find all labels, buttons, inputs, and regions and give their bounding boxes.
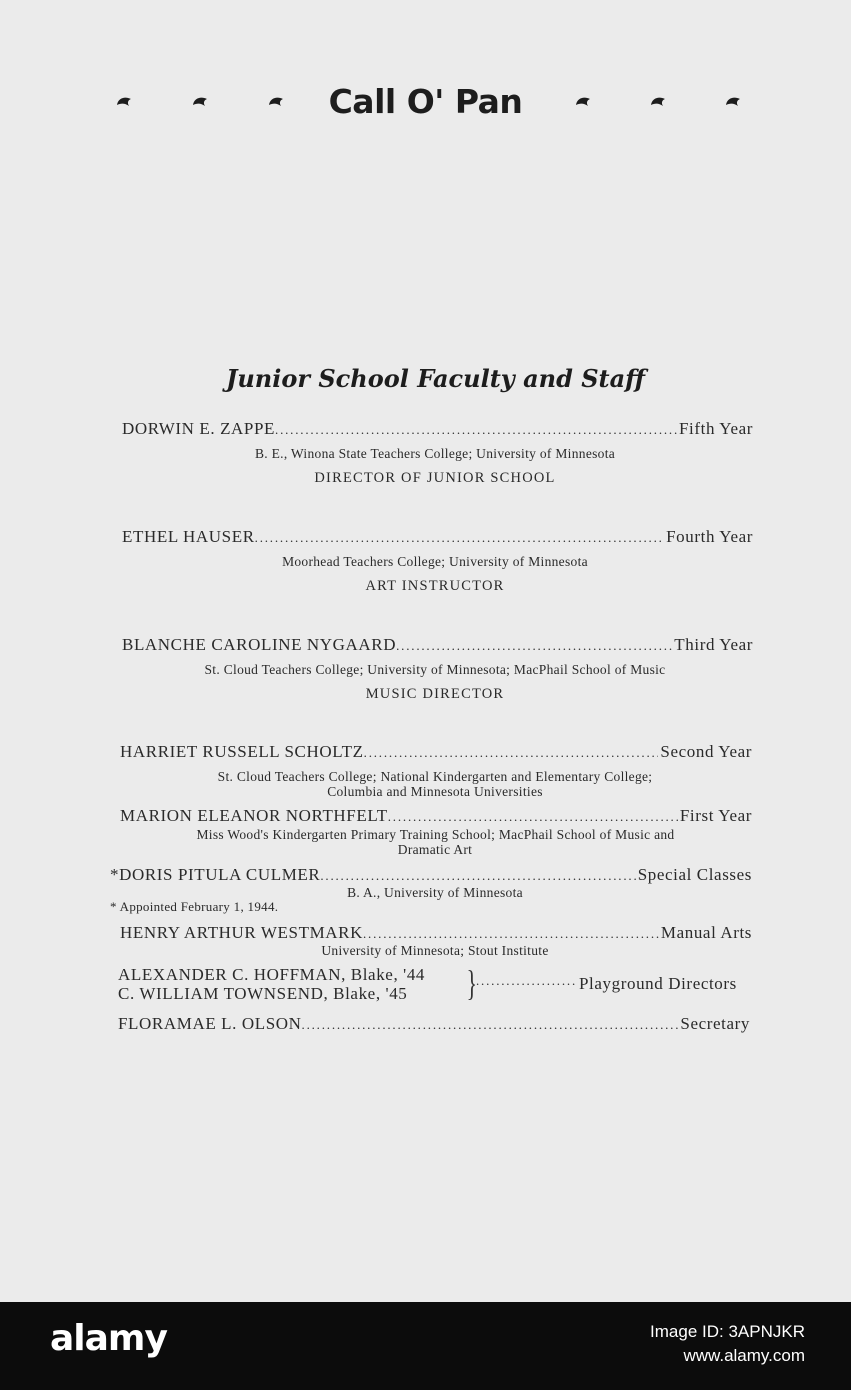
footnote: * Appointed February 1, 1944. (110, 899, 279, 914)
staff-name: *DORIS PITULA CULMER (110, 865, 321, 884)
staff-name: DORWIN E. ZAPPE (122, 419, 276, 438)
staff-tenure: Fourth Year (666, 527, 753, 546)
dot-leader (363, 926, 659, 942)
staff-name: HARRIET RUSSELL SCHOLTZ (120, 742, 364, 761)
staff-entry (110, 865, 752, 885)
playground-directors-entry (118, 965, 758, 1005)
dot-leader (476, 973, 576, 989)
staff-tenure: First Year (679, 806, 752, 825)
staff-role: Playground Directors (579, 974, 737, 993)
staff-tenure: Special Classes (637, 865, 752, 884)
dot-leader (364, 745, 659, 761)
leaf-ornament-icon (575, 95, 591, 107)
staff-education-continued: Dramatic Art (397, 842, 473, 857)
staff-education: St. Cloud Teachers College; National Kindergarten and Elementary College; (217, 769, 653, 784)
staff-role: MUSIC DIRECTOR (365, 686, 505, 702)
staff-name: ALEXANDER C. HOFFMAN, Blake, '44 (118, 965, 426, 984)
staff-education: Miss Wood's Kindergarten Primary Training School; MacPhail School of Music and (196, 827, 675, 842)
staff-entry (120, 923, 752, 943)
image-id-label: Image ID: 3APNJKR (650, 1322, 805, 1341)
staff-education: University of Minnesota; Stout Institute (321, 943, 549, 958)
dot-leader (275, 422, 677, 438)
staff-entry (122, 527, 753, 547)
page-header (0, 78, 851, 128)
staff-education: B. A., University of Minnesota (347, 885, 523, 900)
staff-name: FLORAMAE L. OLSON (118, 1014, 302, 1033)
staff-name: C. WILLIAM TOWNSEND, Blake, '45 (118, 984, 408, 1003)
staff-entry (122, 635, 753, 655)
site-url: www.alamy.com (683, 1346, 805, 1365)
leaf-ornament-icon (725, 95, 741, 107)
staff-education: St. Cloud Teachers College; University of Minnesota; MacPhail School of Music (204, 662, 666, 677)
staff-education: B. E., Winona State Teachers College; University of Minnesota (254, 446, 616, 461)
dot-leader (302, 1017, 679, 1033)
staff-entry (122, 419, 753, 439)
staff-name: BLANCHE CAROLINE NYGAARD (122, 635, 397, 654)
staff-entry (118, 1014, 750, 1034)
staff-entry (120, 742, 752, 762)
staff-entry (120, 806, 752, 826)
staff-education-continued: Columbia and Minnesota Universities (327, 784, 543, 799)
staff-role: DIRECTOR OF JUNIOR SCHOOL (314, 470, 556, 486)
brace-mark: } (466, 963, 478, 1003)
dot-leader (396, 638, 672, 654)
alamy-logo: alamy (50, 1318, 167, 1359)
dot-leader (320, 868, 635, 884)
staff-tenure: Second Year (660, 742, 752, 761)
staff-education: Moorhead Teachers College; University of Minnesota (282, 554, 588, 569)
staff-name: MARION ELEANOR NORTHFELT (120, 806, 388, 825)
section-heading: Junior School Faculty and Staff (225, 364, 646, 393)
dot-leader (255, 530, 664, 546)
staff-tenure: Fifth Year (678, 419, 753, 438)
staff-role: ART INSTRUCTOR (365, 578, 505, 594)
staff-name: ETHEL HAUSER (122, 527, 255, 546)
dot-leader (388, 809, 678, 825)
staff-tenure: Manual Arts (660, 923, 752, 942)
leaf-ornament-icon (650, 95, 666, 107)
staff-tenure: Secretary (680, 1014, 750, 1033)
staff-name: HENRY ARTHUR WESTMARK (120, 923, 363, 942)
page-title: Call O' Pan (328, 82, 523, 121)
staff-tenure: Third Year (674, 635, 753, 654)
